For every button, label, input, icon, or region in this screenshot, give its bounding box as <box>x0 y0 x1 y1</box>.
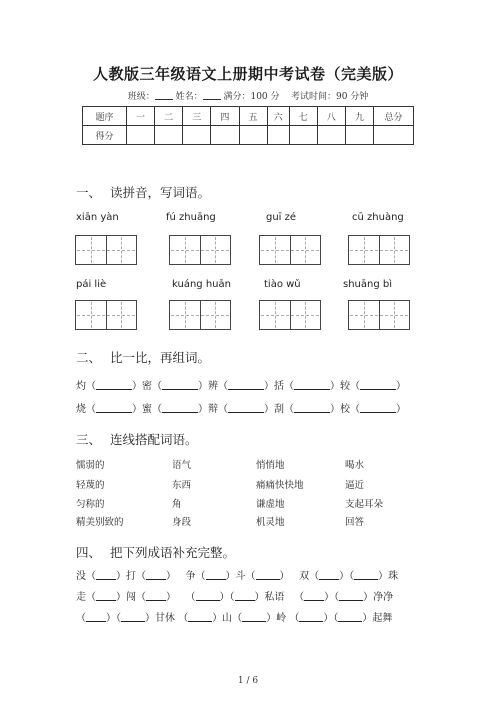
page-title: 人教版三年级语文上册期中考试卷（完美版） <box>92 65 403 83</box>
answer-blank[interactable] <box>235 590 255 601</box>
full-score-label: 满分：100 分 <box>223 92 280 102</box>
answer-blank[interactable] <box>338 611 362 622</box>
idiom-text: ）（ <box>339 571 355 582</box>
pinyin-1: xiān yàn <box>76 212 119 223</box>
compare-char: 刮 <box>274 404 284 415</box>
score-header-cell: 总分 <box>374 107 414 126</box>
name-blank[interactable] <box>203 90 221 100</box>
answer-blank[interactable] <box>162 379 198 390</box>
answer-blank[interactable] <box>339 590 363 601</box>
pinyin-6: kuáng huān <box>172 279 231 290</box>
answer-blank[interactable] <box>121 611 145 622</box>
class-label: 班级： <box>127 92 155 102</box>
answer-blank[interactable] <box>206 569 226 580</box>
answer-blank[interactable] <box>96 590 116 601</box>
answer-blank[interactable] <box>360 402 396 413</box>
idiom-text: 双（ <box>299 571 320 582</box>
compare-char: 较 <box>340 381 350 392</box>
idiom-text: 争（ <box>185 571 206 582</box>
section-2-number: 二、 <box>76 350 102 365</box>
match-item[interactable]: 角 <box>172 499 182 510</box>
section-3-title: 连线搭配词语。 <box>110 432 198 447</box>
score-cell[interactable] <box>345 126 373 145</box>
score-cell[interactable] <box>127 126 155 145</box>
exam-info <box>0 89 496 102</box>
match-item[interactable]: 喝水 <box>345 460 365 471</box>
answer-blank[interactable] <box>146 590 166 601</box>
idiom-text: （ <box>76 613 86 624</box>
compare-char: 密 <box>142 381 152 392</box>
idiom-text: ） <box>166 571 176 582</box>
score-header-cell: 五 <box>239 107 267 126</box>
answer-blank[interactable] <box>319 569 339 580</box>
score-cell[interactable] <box>211 126 239 145</box>
idiom-text: 走（ <box>76 592 96 603</box>
idiom-text: ）起舞 <box>362 613 393 624</box>
compare-char: 蜜 <box>142 404 152 415</box>
pinyin-8: shuāng bì <box>343 279 393 290</box>
score-header-cell: 九 <box>345 107 373 126</box>
answer-blank[interactable] <box>96 569 116 580</box>
idiom-text: ）打（ <box>116 571 146 582</box>
writing-grid[interactable] <box>169 235 231 265</box>
answer-blank[interactable] <box>96 379 132 390</box>
page-number: 1 / 6 <box>237 676 259 686</box>
compare-line-2: 烧（ ）蜜（ ）辩（ ）刮（ ）校（ ） <box>76 404 406 415</box>
match-item[interactable]: 匀称的 <box>76 499 105 510</box>
section-4-number: 四、 <box>76 545 102 560</box>
idiom-text: （ <box>185 592 196 603</box>
answer-blank[interactable] <box>86 611 106 622</box>
compare-char: 辩 <box>208 404 218 415</box>
idiom-text: ）斗（ <box>225 571 256 582</box>
idiom-text: （ <box>178 613 189 624</box>
writing-grid[interactable] <box>75 300 137 330</box>
answer-blank[interactable] <box>360 379 396 390</box>
compare-char: 辨 <box>208 381 218 392</box>
compare-char: 烧 <box>76 404 86 415</box>
pinyin-3: guī zé <box>266 212 297 223</box>
writing-grid[interactable] <box>259 300 321 330</box>
score-cell[interactable] <box>267 126 289 145</box>
compare-char: 校 <box>340 404 350 415</box>
answer-blank[interactable] <box>299 611 323 622</box>
score-table-header-row <box>83 107 414 126</box>
idiom-text: ）净净 <box>363 592 394 603</box>
pinyin-4: cū zhuàng <box>352 212 404 223</box>
score-cell[interactable] <box>155 126 183 145</box>
writing-grid[interactable] <box>75 235 137 265</box>
idiom-text: （ <box>289 613 300 624</box>
section-2-title: 比一比，再组词。 <box>110 350 211 365</box>
section-1-number: 一、 <box>76 185 102 200</box>
match-item[interactable]: 东西 <box>172 480 192 491</box>
match-item[interactable]: 语气 <box>172 460 192 471</box>
score-cell[interactable] <box>289 126 317 145</box>
match-item[interactable]: 逼近 <box>345 480 365 491</box>
class-blank[interactable] <box>155 90 173 100</box>
idiom-line-2 <box>76 588 393 603</box>
answer-blank[interactable] <box>242 611 266 622</box>
section-1-title: 读拼音，写词语。 <box>110 185 211 200</box>
match-item[interactable]: 回答 <box>345 517 365 528</box>
pinyin-2: fú zhuāng <box>166 212 216 223</box>
score-cell[interactable] <box>239 126 267 145</box>
score-header-cell: 四 <box>211 107 239 126</box>
score-cell[interactable] <box>183 126 211 145</box>
score-cell[interactable] <box>374 126 414 145</box>
idiom-text: ）珠 <box>378 571 399 582</box>
idiom-text: （ <box>294 592 305 603</box>
score-header-cell: 一 <box>127 107 155 126</box>
match-item[interactable]: 痛痛快快地 <box>256 480 304 491</box>
answer-blank[interactable] <box>256 569 280 580</box>
answer-blank[interactable] <box>354 569 378 580</box>
answer-blank[interactable] <box>228 379 264 390</box>
idiom-text: ）私语 <box>254 592 285 603</box>
answer-blank[interactable] <box>146 569 166 580</box>
match-item[interactable]: 谦虚地 <box>256 499 285 510</box>
idiom-text: ）山（ <box>212 613 243 624</box>
answer-blank[interactable] <box>188 611 212 622</box>
section-3-heading <box>76 430 198 448</box>
match-item[interactable]: 机灵地 <box>256 517 285 528</box>
idiom-text: ）（ <box>219 592 235 603</box>
score-table-score-row <box>83 126 414 145</box>
compare-char: 灼 <box>76 381 86 392</box>
answer-blank[interactable] <box>162 402 198 413</box>
match-item[interactable]: 懦弱的 <box>76 460 105 471</box>
score-header-cell: 七 <box>289 107 317 126</box>
score-header-cell: 八 <box>317 107 345 126</box>
compare-char: 括 <box>274 381 284 392</box>
score-header-cell: 三 <box>183 107 211 126</box>
idiom-text: 没（ <box>76 571 96 582</box>
match-item[interactable]: 支起耳朵 <box>345 499 384 510</box>
answer-blank[interactable] <box>304 590 324 601</box>
pinyin-7: tiào wǔ <box>264 279 301 290</box>
idiom-text: ）（ <box>106 613 121 624</box>
name-label: 姓名： <box>175 92 203 102</box>
answer-blank[interactable] <box>294 402 330 413</box>
writing-grid[interactable] <box>348 300 410 330</box>
score-header-cell: 题序 <box>83 107 127 126</box>
answer-blank[interactable] <box>196 590 220 601</box>
section-4-title: 把下列成语补充完整。 <box>110 545 236 560</box>
score-row-label: 得分 <box>83 126 127 145</box>
idiom-text: ）（ <box>323 613 339 624</box>
match-item[interactable]: 轻蔑的 <box>76 480 105 491</box>
idiom-text: ）岭 <box>266 613 287 624</box>
writing-grid[interactable] <box>259 235 321 265</box>
idiom-line-3 <box>76 609 392 624</box>
time-label: 考试时间：90 分钟 <box>290 92 369 102</box>
idiom-text: ） <box>166 592 176 603</box>
answer-blank[interactable] <box>96 402 132 413</box>
idiom-line-1 <box>76 567 398 582</box>
section-2-heading <box>76 348 210 366</box>
writing-grid[interactable] <box>348 235 410 265</box>
score-cell[interactable] <box>317 126 345 145</box>
pinyin-5: pái liè <box>76 279 107 290</box>
match-item[interactable]: 精美别致的 <box>76 517 124 528</box>
idiom-text: ） <box>279 571 290 582</box>
section-4-heading <box>76 543 235 561</box>
idiom-text: ）（ <box>324 592 340 603</box>
idiom-text: ）闯（ <box>116 592 146 603</box>
score-header-cell: 六 <box>267 107 289 126</box>
score-table <box>82 106 414 145</box>
writing-grid[interactable] <box>169 300 231 330</box>
section-3-number: 三、 <box>76 432 102 447</box>
idiom-text: ）甘休 <box>145 613 175 624</box>
compare-line-1: 灼（ ）密（ ）辨（ ）括（ ）较（ ） <box>76 381 406 392</box>
match-item[interactable]: 身段 <box>172 517 192 528</box>
answer-blank[interactable] <box>294 379 330 390</box>
score-header-cell: 二 <box>155 107 183 126</box>
match-item[interactable]: 悄悄地 <box>256 460 285 471</box>
answer-blank[interactable] <box>228 402 264 413</box>
section-1-heading <box>76 183 210 201</box>
